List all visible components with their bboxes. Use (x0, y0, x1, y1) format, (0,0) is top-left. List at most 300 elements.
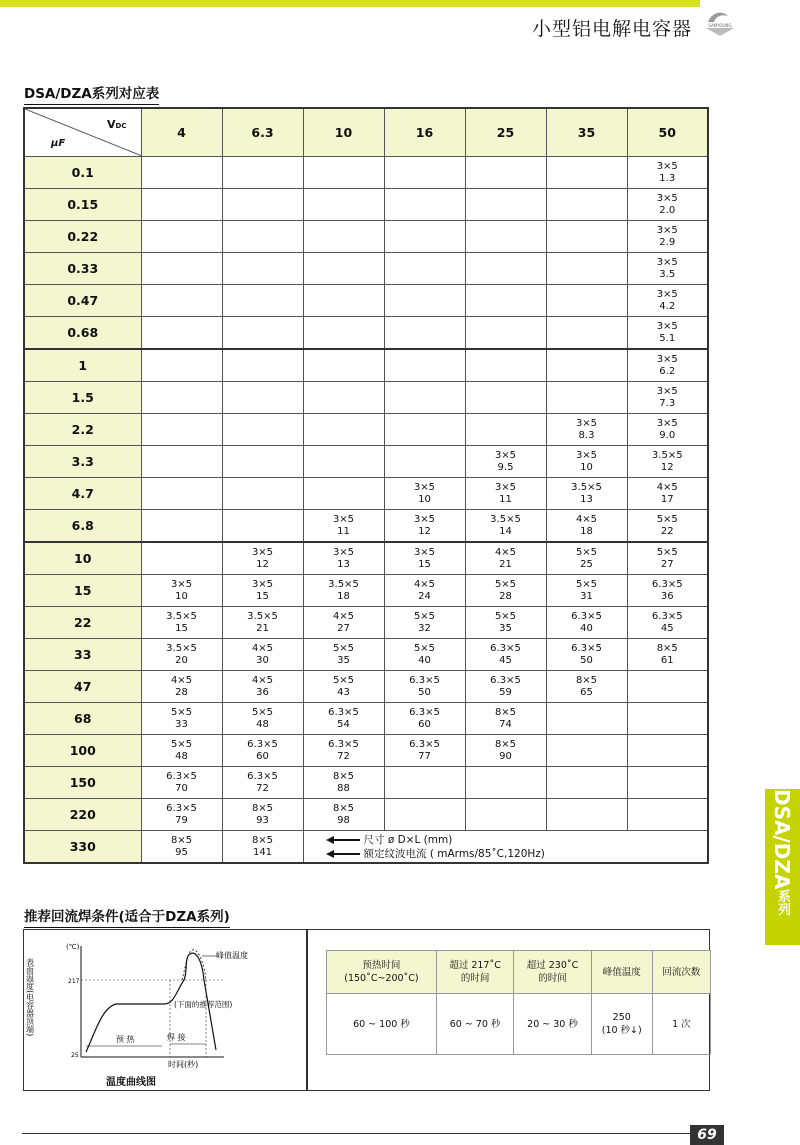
spec-cell (222, 253, 303, 285)
spec-cell (384, 767, 465, 799)
table-row (24, 799, 708, 831)
size-value: 6.3×5 (409, 706, 440, 718)
size-value: 3×5 (656, 353, 678, 365)
reflow-header: 预热时间 (150˚C~200˚C) (327, 951, 437, 994)
table-row (24, 607, 708, 639)
spec-cell (303, 735, 384, 767)
spec-cell (141, 382, 222, 414)
chart-y-title: 表面温度(电容器顶端) (25, 958, 35, 1037)
capacitance-label: 100 (24, 735, 141, 767)
size-value: 5×5 (494, 578, 517, 590)
page-number: 69 (690, 1125, 724, 1145)
ripple-value: 10 (418, 493, 431, 505)
spec-cell (546, 157, 627, 189)
spec-cell (303, 253, 384, 285)
size-value: 3.5×5 (166, 642, 197, 654)
size-value: 5×5 (332, 674, 355, 686)
ripple-value: 141 (252, 846, 273, 858)
size-value: 6.3×5 (166, 802, 197, 814)
ripple-value: 8.3 (578, 429, 595, 441)
ripple-value: 31 (580, 590, 593, 602)
chart-unit-label: (℃) (66, 943, 80, 951)
spec-cell (222, 478, 303, 510)
legend-size-text: 尺寸 ø D×L (mm) (363, 833, 453, 846)
ripple-value: 27 (660, 558, 674, 570)
size-value: 8×5 (251, 802, 274, 814)
ripple-value: 20 (175, 654, 188, 666)
table-row (24, 221, 708, 253)
spec-cell (465, 317, 546, 350)
spec-cell (384, 799, 465, 831)
spec-cell (546, 414, 627, 446)
size-value: 4×5 (251, 642, 274, 654)
time-axis-label: 时间(秒) (168, 1060, 199, 1069)
ripple-value: 60 (418, 718, 431, 730)
spec-cell (303, 575, 384, 607)
spec-cell (465, 349, 546, 382)
spec-cell (384, 510, 465, 543)
spec-cell (627, 799, 708, 831)
spec-cell (141, 189, 222, 221)
size-value: 4×5 (332, 610, 355, 622)
size-value: 8×5 (656, 642, 678, 654)
size-value: 3×5 (575, 417, 598, 429)
size-value: 3×5 (494, 449, 517, 461)
spec-cell (546, 253, 627, 285)
spec-cell (222, 382, 303, 414)
voltage-header: 35 (546, 108, 627, 157)
spec-cell (546, 382, 627, 414)
ripple-value: 36 (256, 686, 269, 698)
ripple-value: 9.0 (659, 429, 676, 441)
spec-cell (222, 285, 303, 317)
spec-cell (465, 253, 546, 285)
ripple-value: 3.5 (659, 268, 676, 280)
ripple-value: 28 (499, 590, 512, 602)
size-value: 3×5 (413, 481, 436, 493)
ripple-value: 4.2 (659, 300, 676, 312)
size-value: 5×5 (170, 706, 193, 718)
ripple-value: 7.3 (659, 397, 676, 409)
size-value: 5×5 (656, 546, 678, 558)
size-value: 6.3×5 (328, 738, 359, 750)
ripple-value: 72 (256, 782, 269, 794)
spec-cell (141, 510, 222, 543)
spec-cell (384, 382, 465, 414)
spec-cell (222, 542, 303, 575)
size-value: 8×5 (251, 834, 274, 846)
spec-cell (303, 478, 384, 510)
size-value: 5×5 (332, 642, 355, 654)
size-value: 5×5 (656, 513, 678, 525)
spec-cell (465, 382, 546, 414)
spec-cell (546, 799, 627, 831)
ripple-value: 54 (337, 718, 350, 730)
spec-cell (384, 671, 465, 703)
size-value: 6.3×5 (247, 738, 278, 750)
size-value: 5×5 (251, 706, 274, 718)
ripple-value: 27 (337, 622, 350, 634)
table-section-title: DSA/DZA系列对应表 (24, 82, 159, 105)
size-value: 6.3×5 (490, 674, 521, 686)
spec-cell (303, 285, 384, 317)
spec-cell (627, 478, 708, 510)
table-row (24, 767, 708, 799)
spec-cell (141, 767, 222, 799)
size-value: 6.3×5 (651, 610, 683, 622)
spec-cell (303, 542, 384, 575)
spec-cell (222, 157, 303, 189)
spec-cell (546, 285, 627, 317)
spec-cell (303, 799, 384, 831)
spec-cell (303, 703, 384, 735)
spec-cell (141, 831, 222, 864)
spec-cell (222, 767, 303, 799)
spec-cell (141, 575, 222, 607)
spec-cell (465, 157, 546, 189)
spec-cell (141, 349, 222, 382)
ripple-value: 9.5 (497, 461, 514, 473)
spec-cell (222, 221, 303, 253)
size-value: 4×5 (575, 513, 598, 525)
spec-cell (303, 414, 384, 446)
table-row (24, 735, 708, 767)
size-value: 6.3×5 (409, 674, 440, 686)
top-accent-bar (0, 0, 700, 7)
spec-cell (627, 414, 708, 446)
ripple-value: 6.2 (659, 365, 676, 377)
logo-text: SAMYOUNG (708, 23, 732, 28)
ripple-value: 88 (337, 782, 350, 794)
spec-cell (546, 510, 627, 543)
size-value: 3.5×5 (571, 481, 602, 493)
tick-217: 217 (68, 978, 80, 985)
spec-cell (546, 671, 627, 703)
size-value: 4×5 (170, 674, 193, 686)
table-row (24, 446, 708, 478)
size-value: 3×5 (656, 192, 678, 204)
vdc-label: VDC (107, 118, 127, 131)
size-value: 6.3×5 (571, 642, 602, 654)
spec-cell (141, 703, 222, 735)
spec-cell (465, 414, 546, 446)
page-header-title: 小型铝电解电容器 (532, 18, 693, 40)
spec-cell (627, 671, 708, 703)
spec-cell (627, 703, 708, 735)
size-value: 3.5×5 (247, 610, 278, 622)
table-row (24, 510, 708, 543)
spec-cell (465, 221, 546, 253)
peak-temp-label: 峰值温度 (216, 951, 248, 960)
spec-cell (546, 575, 627, 607)
footer-rule (22, 1133, 690, 1134)
capacitance-label: 150 (24, 767, 141, 799)
ripple-value: 35 (499, 622, 512, 634)
spec-cell (384, 478, 465, 510)
spec-cell (303, 382, 384, 414)
left-arrow-icon (326, 850, 360, 858)
capacitance-label: 0.47 (24, 285, 141, 317)
reflow-conditions-table (326, 950, 711, 1055)
spec-cell (627, 349, 708, 382)
spec-cell (384, 575, 465, 607)
ripple-value: 1.3 (659, 172, 676, 184)
size-value: 3×5 (656, 288, 678, 300)
voltage-header: 6.3 (222, 108, 303, 157)
spec-cell (141, 671, 222, 703)
spec-cell (627, 317, 708, 350)
spec-cell (546, 607, 627, 639)
ripple-value: 13 (580, 493, 593, 505)
ripple-value: 15 (175, 622, 188, 634)
voltage-header: 4 (141, 108, 222, 157)
spec-cell (222, 510, 303, 543)
spec-cell (384, 221, 465, 253)
table-row (24, 639, 708, 671)
size-value: 6.3×5 (651, 578, 683, 590)
ripple-value: 21 (499, 558, 512, 570)
ripple-value: 21 (256, 622, 269, 634)
size-value: 3.5×5 (651, 449, 683, 461)
spec-cell (546, 478, 627, 510)
side-tab-suffix: 系列 (775, 889, 790, 916)
size-value: 8×5 (332, 770, 355, 782)
table-row (24, 189, 708, 221)
spec-cell (141, 317, 222, 350)
reflow-divider (306, 930, 308, 1090)
spec-cell (465, 285, 546, 317)
ripple-value: 60 (256, 750, 269, 762)
table-row (24, 157, 708, 189)
spec-cell (465, 703, 546, 735)
spec-cell (546, 221, 627, 253)
series-side-tab (765, 789, 800, 945)
capacitance-label: 4.7 (24, 478, 141, 510)
recommended-range-label: (下面的推荐范围) (174, 1000, 233, 1009)
ripple-value: 98 (337, 814, 350, 826)
spec-cell (303, 607, 384, 639)
ripple-value: 95 (175, 846, 188, 858)
spec-cell (222, 575, 303, 607)
reflow-header: 回流次数 (652, 951, 710, 994)
capacitance-label: 0.1 (24, 157, 141, 189)
voltage-header: 10 (303, 108, 384, 157)
temperature-profile-chart (24, 930, 306, 1090)
ripple-value: 79 (175, 814, 188, 826)
spec-cell (303, 510, 384, 543)
size-value: 3×5 (494, 481, 517, 493)
spec-cell (465, 189, 546, 221)
spec-cell (627, 510, 708, 543)
size-value: 3×5 (656, 320, 678, 332)
ripple-value: 18 (337, 590, 350, 602)
spec-cell (546, 542, 627, 575)
uf-label: µF (51, 138, 66, 149)
spec-cell (303, 767, 384, 799)
size-value: 5×5 (575, 578, 598, 590)
capacitance-label: 3.3 (24, 446, 141, 478)
capacitance-label: 15 (24, 575, 141, 607)
size-value: 8×5 (494, 706, 517, 718)
spec-cell (627, 735, 708, 767)
spec-cell (222, 831, 303, 864)
spec-cell (222, 349, 303, 382)
ripple-value: 48 (256, 718, 269, 730)
size-value: 4×5 (251, 674, 274, 686)
spec-cell (222, 414, 303, 446)
reflow-value: 20 ~ 30 秒 (514, 994, 591, 1055)
size-value: 3×5 (251, 578, 274, 590)
spec-cell (303, 317, 384, 350)
spec-cell (384, 703, 465, 735)
size-value: 3×5 (332, 546, 355, 558)
spec-cell (627, 285, 708, 317)
size-value: 5×5 (413, 642, 436, 654)
preheat-label: 预 热 (116, 1035, 135, 1044)
ripple-value: 24 (418, 590, 431, 602)
table-row (24, 703, 708, 735)
spec-cell (384, 639, 465, 671)
size-value: 3×5 (656, 385, 678, 397)
voltage-header: 50 (627, 108, 708, 157)
ripple-value: 72 (337, 750, 350, 762)
ripple-value: 59 (499, 686, 512, 698)
spec-cell (141, 478, 222, 510)
spec-cell (546, 703, 627, 735)
table-row (24, 253, 708, 285)
table-row (24, 414, 708, 446)
size-value: 4×5 (494, 546, 517, 558)
size-value: 3×5 (575, 449, 598, 461)
size-value: 5×5 (494, 610, 517, 622)
spec-cell (384, 542, 465, 575)
ripple-value: 74 (499, 718, 512, 730)
size-value: 3×5 (413, 513, 436, 525)
spec-cell (465, 542, 546, 575)
ripple-value: 77 (418, 750, 431, 762)
capacitance-voltage-table (23, 107, 709, 864)
size-value: 3×5 (656, 160, 678, 172)
ripple-value: 22 (660, 525, 674, 537)
table-row (24, 349, 708, 382)
ripple-value: 11 (337, 525, 350, 537)
spec-cell (303, 349, 384, 382)
spec-cell (384, 607, 465, 639)
spec-cell (627, 767, 708, 799)
capacitance-label: 220 (24, 799, 141, 831)
ripple-value: 35 (337, 654, 350, 666)
spec-cell (627, 446, 708, 478)
spec-cell (303, 446, 384, 478)
capacitance-label: 10 (24, 542, 141, 575)
reflow-conditions-box (23, 929, 710, 1091)
reflow-value: 1 次 (652, 994, 710, 1055)
legend-cell (303, 831, 708, 864)
size-value: 3.5×5 (490, 513, 521, 525)
spec-cell (384, 349, 465, 382)
ripple-value: 40 (418, 654, 431, 666)
spec-cell (141, 542, 222, 575)
ripple-value: 12 (256, 558, 269, 570)
ripple-value: 28 (175, 686, 188, 698)
capacitance-label: 0.33 (24, 253, 141, 285)
size-value: 3×5 (413, 546, 436, 558)
ripple-value: 61 (660, 654, 674, 666)
spec-cell (465, 639, 546, 671)
spec-cell (141, 414, 222, 446)
samyoung-logo-icon (702, 8, 738, 38)
spec-cell (222, 607, 303, 639)
reflow-header: 超过 217˚C 的时间 (436, 951, 513, 994)
spec-cell (384, 285, 465, 317)
capacitance-label: 0.22 (24, 221, 141, 253)
spec-cell (141, 735, 222, 767)
spec-cell (384, 735, 465, 767)
ripple-value: 10 (580, 461, 593, 473)
ripple-value: 50 (580, 654, 593, 666)
spec-cell (627, 382, 708, 414)
spec-cell (222, 446, 303, 478)
spec-cell (222, 735, 303, 767)
ripple-value: 15 (418, 558, 431, 570)
table-row (24, 317, 708, 350)
ripple-value: 25 (580, 558, 593, 570)
left-arrow-icon (326, 836, 360, 844)
side-tab-label: DSA/DZA (770, 789, 794, 890)
spec-cell (384, 157, 465, 189)
capacitance-label: 22 (24, 607, 141, 639)
spec-cell (546, 735, 627, 767)
size-value: 3.5×5 (328, 578, 359, 590)
legend-ripple-text: 额定纹波电流 ( mArms/85˚C,120Hz) (363, 847, 545, 860)
spec-cell (141, 157, 222, 189)
spec-cell (303, 671, 384, 703)
chart-caption: 温度曲线图 (106, 1077, 156, 1088)
size-value: 8×5 (494, 738, 517, 750)
ripple-value: 50 (418, 686, 431, 698)
size-value: 6.3×5 (490, 642, 521, 654)
spec-cell (222, 799, 303, 831)
capacitance-label: 68 (24, 703, 141, 735)
spec-cell (222, 189, 303, 221)
capacitance-label: 6.8 (24, 510, 141, 543)
ripple-value: 33 (175, 718, 188, 730)
spec-cell (546, 446, 627, 478)
reflow-value: 60 ~ 70 秒 (436, 994, 513, 1055)
size-value: 6.3×5 (328, 706, 359, 718)
spec-cell (627, 157, 708, 189)
size-value: 4×5 (413, 578, 436, 590)
table-row (24, 542, 708, 575)
spec-cell (141, 285, 222, 317)
ripple-value: 32 (418, 622, 431, 634)
ripple-value: 12 (660, 461, 674, 473)
spec-cell (546, 639, 627, 671)
soldering-label: 焊 接 (167, 1033, 186, 1042)
spec-cell (465, 446, 546, 478)
size-value: 5×5 (413, 610, 436, 622)
spec-cell (627, 542, 708, 575)
size-value: 5×5 (575, 546, 598, 558)
reflow-value: 60 ~ 100 秒 (327, 994, 437, 1055)
size-value: 8×5 (575, 674, 598, 686)
spec-cell (627, 607, 708, 639)
spec-cell (222, 317, 303, 350)
size-value: 3×5 (332, 513, 355, 525)
table-row (24, 478, 708, 510)
spec-cell (222, 703, 303, 735)
capacitance-label: 2.2 (24, 414, 141, 446)
